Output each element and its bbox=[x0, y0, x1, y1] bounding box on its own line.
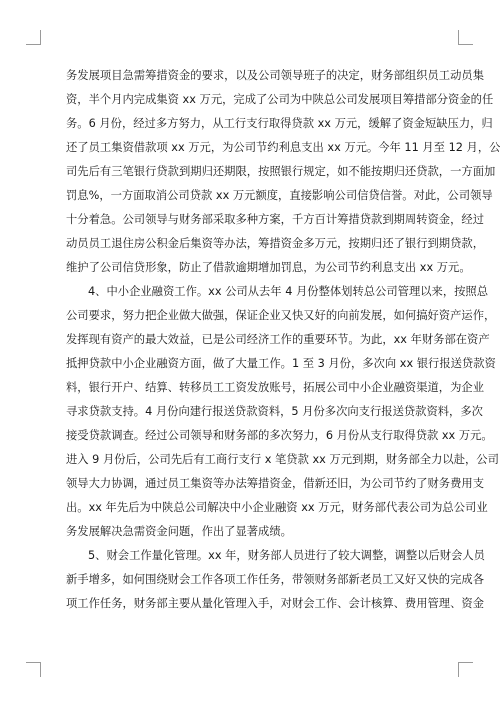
crop-mark-top-right bbox=[458, 30, 473, 45]
text-line: 还了员工集资借款项 xx 万元，为公司节约利息支出 xx 万元。今年 11 月至 12 月，公 bbox=[66, 141, 500, 154]
text-line: 领导大力协调，通过员工集资等办法筹措资金，借新还旧，为公司节约了财务费用支 bbox=[66, 477, 484, 490]
text-line: 公司要求，努力把企业做大做强，保证企业又快又好的向前发展，如何搞好资产运作， bbox=[66, 309, 496, 322]
text-line: 寻求贷款支持。4 月份向建行报送贷款资料，5 月份多次向支行报送贷款资料，多次 bbox=[66, 405, 483, 418]
text-line: 务发展项目急需筹措资金的要求，以及公司领导班子的决定，财务部组织员工动员集 bbox=[66, 69, 484, 82]
text-line: 抵押贷款中小企业融资方面，做了大量工作。1 至 3 月份，多次向 xx 银行报送贷款资 bbox=[66, 357, 496, 370]
text-line: 料，银行开户、结算、转移员工工资发放账号，拓展公司中小企业融资渠道，为企业 bbox=[66, 381, 484, 394]
text-line: 动员员工退住房公积金后集资等办法，筹措资金多万元，按期归还了银行到期贷款， bbox=[66, 237, 484, 250]
text-line: 新手增多，如何围绕财会工作各项工作任务，带领财务部新老员工又好又快的完成各 bbox=[66, 573, 484, 586]
text-line: 项工作任务，财务部主要从量化管理入手，对财会工作、会计核算、费用管理、资金 bbox=[66, 597, 484, 610]
text-line: 维护了公司信贷形象，防止了借款逾期增加罚息，为公司节约利息支出 xx 万元。 bbox=[66, 261, 471, 274]
text-line: 十分着急。公司领导与财务部采取多种方案，千方百计筹措贷款到期周转资金，经过 bbox=[66, 213, 484, 226]
text-line: 罚息%，一方面取消公司贷款 xx 万元额度，直接影响公司信贷信誉。对此，公司领导 bbox=[66, 189, 493, 202]
paragraph-fundraising bbox=[66, 64, 500, 280]
text-line: 出。xx 年先后为中陕总公司解决中小企业融资 xx 万元，财务部代表公司为总公司业 bbox=[66, 501, 488, 514]
crop-mark-top-left bbox=[26, 30, 41, 45]
paragraph-quantified-management bbox=[66, 544, 485, 616]
paragraph-sme-financing bbox=[66, 280, 499, 544]
text-line: 资，半个月内完成集资 xx 万元，完成了公司为中陕总公司发展项目筹措部分资金的任 bbox=[66, 93, 494, 106]
document-body bbox=[66, 64, 500, 616]
text-line: 发挥现有资产的最大效益，已是公司经济工作的重要环节。为此，xx 年财务部在资产 bbox=[66, 333, 490, 346]
text-line: 4、中小企业融资工作。xx 公司从去年 4 月份整体划转总公司管理以来，按照总 bbox=[88, 285, 489, 298]
text-line: 司先后有三笔银行贷款到期归还期限，按照银行规定，如不能按期归还贷款，一方面加 bbox=[66, 165, 496, 178]
text-line: 进入 9 月份后，公司先后有工商行支行 x 笔贷款 xx 万元到期，财务部全力以赴，公司 bbox=[66, 453, 499, 466]
text-line: 务。6 月份，经过多方努力，从工行支行取得贷款 xx 万元，缓解了资金短缺压力，归 bbox=[66, 117, 493, 130]
crop-mark-bottom-right bbox=[458, 662, 473, 677]
crop-mark-bottom-left bbox=[26, 662, 41, 677]
text-line: 接受贷款调查。经过公司领导和财务部的多次努力，6 月份从支行取得贷款 xx 万元。 bbox=[66, 429, 493, 442]
text-line: 5、财会工作量化管理。xx 年，财务部人员进行了较大调整，调整以后财会人员 bbox=[88, 549, 485, 562]
text-line: 务发展解决急需资金问题，作出了显著成绩。 bbox=[66, 525, 292, 538]
